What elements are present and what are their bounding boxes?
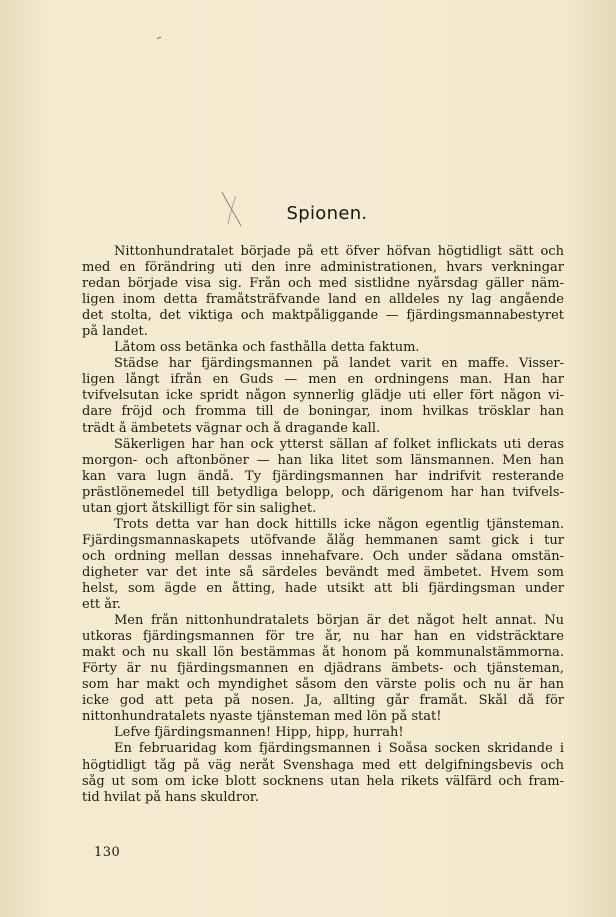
page-number: 130 [94,845,121,860]
chapter-title: Spionen. [286,203,368,224]
text-line: digheter var det inte så särdeles bevändt med ämbetet. Hvem som [82,564,564,580]
text-line: Fjärdingsmannaskapets utöfvande ålåg hemmanen samt gick i tur [82,532,564,548]
text-line: dare fröjd och fromma till de boningar, inom hvilkas trösklar han [82,404,564,420]
text-line: och ordning mellan dessas innehafvare. Och under sådana omstän- [82,548,564,564]
text-line: Trots detta var han dock hittills icke någon egentlig tjänsteman. [114,516,564,532]
ink-speck-mark [156,36,162,40]
text-line: Städse har fjärdingsmannen på landet varit en maffe. Visser- [114,356,564,372]
text-line: En februaridag kom fjärdingsmannen i Soåsa socken skridande i [114,741,564,757]
text-line: högtidligt tåg på väg neråt Svenshaga med ett delgifningsbevis och [82,757,564,773]
text-line: makt och nu skall lön bestämmas åt honom på kommunalstämmorna. [82,645,564,661]
text-line: ligen inom detta framåtsträfvande land en alldeles ny lag angående [82,292,564,308]
text-line: icke god att peta på nosen. Ja, allting går framåt. Skål då för [82,693,564,709]
text-line: ligen långt ifrån en Guds — men en ordningens man. Han har [82,372,564,388]
text-line: trädt å ämbetets vägnar och å dragande kall. [82,420,381,436]
text-line: helst, som ägde en åtting, hade utsikt att bli fjärdingsman under [82,580,564,596]
text-line: med en förändring uti den inre administrationen, hvars verkningar [82,260,564,276]
text-line: Lefve fjärdingsmannen! Hipp, hipp, hurrah! [114,725,404,741]
text-line: utan gjort åtskilligt för sin salighet. [82,500,317,516]
text-line: nittonhundratalets nyaste tjänsteman med lön på stat! [82,709,442,725]
text-line: Men från nittonhundratalets början är det något helt annat. Nu [114,613,564,629]
text-line: som har makt och myndighet såsom den värste polis och nu är han [82,677,564,693]
text-line: Förty är nu fjärdingsmannen en djädrans ämbets- och tjänsteman, [82,661,564,677]
text-line: på landet. [82,324,148,340]
text-line: Nittonhundratalet började på ett öfver höfvan högtidligt sätt och [114,244,564,259]
text-line: utkoras fjärdingsmannen för tre år, nu har han en vidsträcktare [82,629,564,645]
text-line: det stolta, det viktiga och maktpåliggande — fjärdingsmannabestyret [82,308,564,324]
text-line: såg ut som om icke blott socknens utan hela rikets välfärd och fram- [82,773,564,789]
body-text [82,244,564,806]
text-line: kan vara lugn ändå. Ty fjärdingsmannen har indrifvit resterande [82,468,564,484]
text-line: tid hvilat på hans skuldror. [82,789,259,805]
text-line: Låtom oss betänka och fasthålla detta faktum. [114,340,420,356]
text-line: prästlönemedel till betydliga belopp, och därigenom har han tvifvels- [82,484,564,500]
text-line: Säkerligen har han ock ytterst sällan af folket inflickats uti deras [114,436,564,452]
text-line: ett år. [82,597,121,613]
text-line: morgon- och aftonböner — han lika litet som länsmannen. Men han [82,452,564,468]
text-line: tvifvelsutan icke spridt någon synnerlig glädje uti eller fört någon vi- [82,388,564,404]
text-line: redan började visa sig. Från och med sistlidne nyårsdag gäller näm- [82,276,564,292]
